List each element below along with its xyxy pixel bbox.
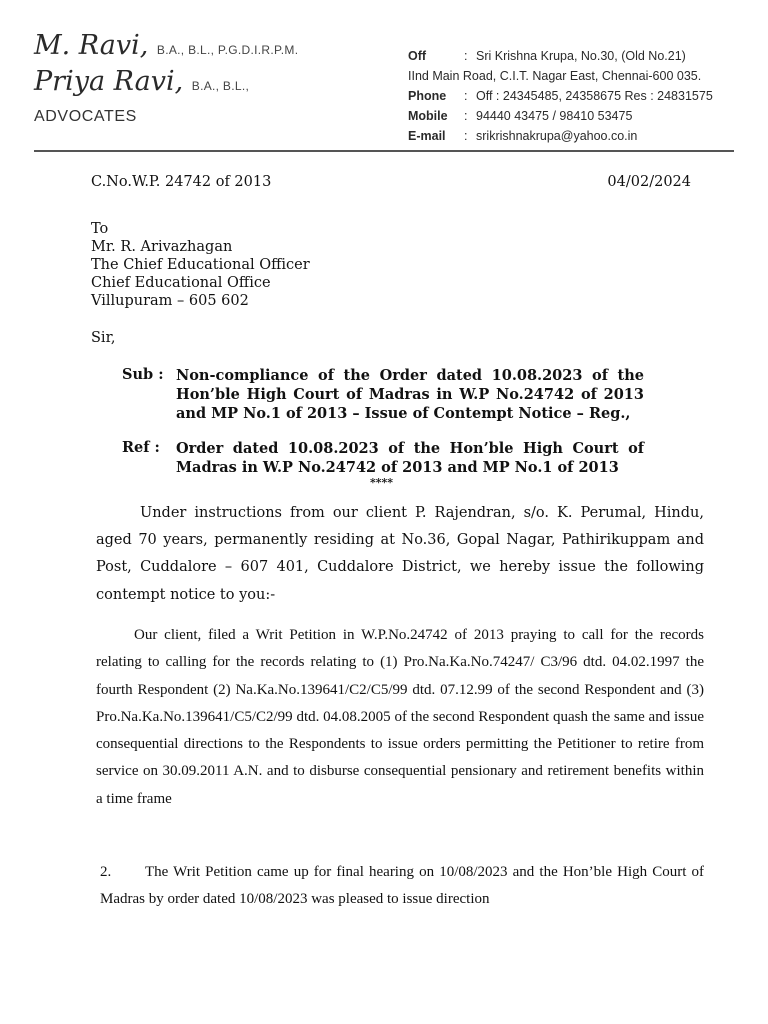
phone-label: Phone	[408, 89, 447, 103]
subject-text: Non-compliance of the Order dated 10.08.2023 of the Hon’ble High Court of Madras in W.P No.24742 of 2013 and MP No.1 of 2013 – Issue of Contempt Notice – Reg.,	[176, 367, 644, 422]
email-row: E-mail : srikrishnakrupa@yahoo.co.in	[408, 129, 638, 143]
advocate-2	[34, 66, 298, 102]
advocate-1-degrees: B.A., B.L., P.G.D.I.R.P.M.	[156, 43, 299, 57]
subject-block	[122, 366, 644, 423]
email-label: E-mail	[408, 129, 446, 143]
advocate-1-name: M. Ravi,	[34, 30, 149, 61]
section-separator: ****	[370, 476, 394, 489]
advocate-2-degrees: B.A., B.L.,	[191, 79, 250, 93]
paragraph-2: Our client, filed a Writ Petition in W.P.No.24742 of 2013 praying to call for the records relating to calling for the records relating to (1) Pro.Na.Ka.No.74247/ C3/96 dtd. 04.02.1997 the fourth Respondent (2) Na.Ka.No.139641/C2/C5/99 dtd. 07.12.99 of the second Respondent and (3) Pro.Na.Ka.No.139641/C5/C2/99 dtd. 04.08.2005 of the second Respondent quash the same and issue consequential directions to the Respondents to issue orders permitting the Petitioner to retire from service on 30.09.2011 A.N. and to disburse consequential pensionary and retirement benefits within a time frame	[96, 627, 704, 807]
office-label: Off	[408, 49, 427, 63]
to-label: To	[91, 221, 109, 237]
recipient-office: Chief Educational Office	[91, 275, 271, 291]
paragraph-3-number: 2.	[100, 864, 112, 880]
subject-label: Sub :	[122, 366, 164, 383]
reference-label: Ref :	[122, 439, 160, 456]
recipient-address	[91, 220, 310, 310]
office-line-2: IInd Main Road, C.I.T. Nagar East, Chennai-600 035.	[408, 69, 702, 83]
letterhead-divider	[34, 150, 734, 152]
advocate-2-name: Priya Ravi,	[34, 66, 184, 97]
paragraph-1: Under instructions from our client P. Rajendran, s/o. K. Perumal, Hindu, aged 70 years, permanently residing at No.36, Gopal Nagar, Pathirikuppam and Post, Cuddalore – 607 401, Cuddalore District, we hereby issue the following contempt notice to you:-	[96, 505, 704, 603]
reference-text: Order dated 10.08.2023 of the Hon’ble High Court of Madras in W.P No.24742 of 2013 and MP No.1 of 2013	[176, 440, 644, 476]
letter-date: 04/02/2024	[607, 174, 691, 190]
reference-block	[122, 439, 644, 477]
office-row-2	[408, 66, 713, 86]
case-reference: C.No.W.P. 24742 of 2013	[91, 174, 272, 190]
email-value: srikrishnakrupa@yahoo.co.in	[476, 129, 638, 143]
paragraph-3-text: The Writ Petition came up for final hearing on 10/08/2023 and the Hon’ble High Court of Madras by order dated 10/08/2023 was pleased to issue direction	[100, 864, 704, 907]
paragraph-3	[100, 859, 704, 913]
salutation: Sir,	[91, 330, 116, 346]
letterhead-advocates	[34, 30, 298, 126]
phone-row: Phone : Off : 24345485, 24358675 Res : 24831575	[408, 89, 713, 103]
advocate-1	[34, 30, 298, 66]
phone-value: Off : 24345485, 24358675 Res : 24831575	[476, 89, 713, 103]
office-row: Off : Sri Krishna Krupa, No.30, (Old No.21)	[408, 49, 686, 63]
mobile-label: Mobile	[408, 109, 448, 123]
letterhead-role: ADVOCATES	[34, 108, 137, 125]
recipient-title: The Chief Educational Officer	[91, 257, 310, 273]
mobile-value: 94440 43475 / 98410 53475	[476, 109, 633, 123]
letterhead-contact	[408, 46, 713, 146]
recipient-name: Mr. R. Arivazhagan	[91, 239, 233, 255]
office-line-1: Sri Krishna Krupa, No.30, (Old No.21)	[476, 49, 686, 63]
recipient-city: Villupuram – 605 602	[91, 293, 249, 309]
mobile-row: Mobile : 94440 43475 / 98410 53475	[408, 109, 633, 123]
